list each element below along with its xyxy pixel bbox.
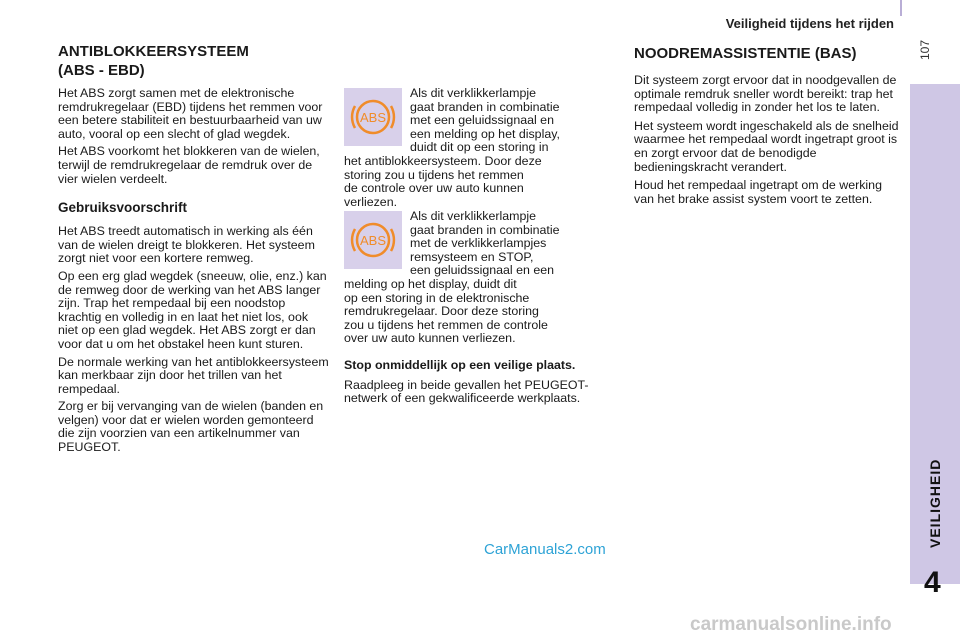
usage-paragraph-1: Het ABS treedt automatisch in werking als één van de wielen dreigt te blokkeren. Het systeem zorgt niet voor een kortere remweg. bbox=[58, 224, 315, 266]
page-number: 107 bbox=[918, 39, 932, 60]
abs-title: ANTIBLOKKEERSYSTEEM (ABS - EBD) bbox=[58, 43, 249, 79]
chapter-number: 4 bbox=[924, 566, 941, 599]
bas-paragraph-3: Houd het rempedaal ingetrapt om de werking van het brake assist system voort te zetten. bbox=[634, 178, 882, 206]
usage-subtitle: Gebruiksvoorschrift bbox=[58, 200, 188, 216]
chapter-label: VEILIGHEID bbox=[927, 458, 943, 548]
abs-icon-text: ABS bbox=[359, 110, 387, 125]
usage-paragraph-4: Zorg er bij vervanging van de wielen (banden en velgen) voor dat er wielen worden gemonteerd die zijn voorzien van een artikelnummer van PEUGEOT. bbox=[58, 399, 324, 455]
abs-paragraph-1: Het ABS zorgt samen met de elektronische remdrukregelaar (EBD) tijdens het remmen voor een betere stabiliteit en bestuurbaarheid van uw auto, vooral op een slecht of glad wegdek. bbox=[58, 86, 323, 141]
stop-warning: Stop onmiddellijk op een veilige plaats. bbox=[344, 358, 576, 372]
abs-paragraph-2: Het ABS voorkomt het blokkeren van de wielen, terwijl de remdrukregelaar de remdruk over de vier wielen verdeelt. bbox=[58, 144, 320, 186]
bas-title: NOODREMASSISTENTIE (BAS) bbox=[634, 45, 857, 62]
watermark-carmanuals2[interactable]: CarManuals2.com bbox=[484, 541, 606, 558]
usage-paragraph-2: Op een erg glad wegdek (sneeuw, olie, enz.) kan de remweg door de werking van het ABS langer zijn. Trap het rempedaal bij een noodstop krachtig en volledig in en laat het niet los, ook niet op een glad wegdek. Het ABS zorgt er dan voor dat u om het obstakel heen kunt sturen. bbox=[58, 268, 327, 351]
bas-paragraph-1: Dit systeem zorgt ervoor dat in noodgevallen de optimale remdruk sneller wordt bereikt: trap het rempedaal volledig in zonder het los te laten. bbox=[634, 73, 897, 115]
usage-paragraph-3: De normale werking van het antiblokkeersysteem kan merkbaar zijn door het trillen van het rempedaal. bbox=[58, 354, 329, 396]
abs-section bbox=[58, 42, 330, 459]
warning-note bbox=[344, 359, 602, 406]
ebd-icon-text: ABS bbox=[359, 233, 387, 248]
abs-lamp-block-1: Als dit verklikkerlampje gaat branden in combinatie met een geluidssignaal en een melding op het display, duidt dit op een storing in het antiblokkeersysteem. Door deze storing zou u tijdens het remmen de controle over uw auto kunnen verliezen. bbox=[344, 86, 560, 209]
bas-paragraph-2: Het systeem wordt ingeschakeld als de snelheid waarmee het rempedaal wordt ingetrapt groot is en zorgt ervoor dat de benodigde bedieningskracht verandert. bbox=[634, 118, 899, 174]
abs-lamp-block-2: Als dit verklikkerlampje gaat branden in combinatie met de verklikkerlampjes remsysteem en STOP, een geluidssignaal en een melding op het display, duidt dit op een storing in de elektronische remdrukregelaar. Door deze storing zou u tijdens het remmen de controle over uw auto kunnen verliezen. bbox=[344, 209, 560, 346]
section-header: Veiligheid tijdens het rijden bbox=[725, 16, 894, 31]
watermark-carmanualsonline[interactable]: carmanualsonline.info bbox=[690, 614, 892, 635]
consult-network-text: Raadpleeg in beide gevallen het PEUGEOT-netwerk of een gekwalificeerde werkplaats. bbox=[344, 377, 589, 406]
header-divider bbox=[900, 0, 902, 16]
bas-section bbox=[634, 44, 904, 211]
